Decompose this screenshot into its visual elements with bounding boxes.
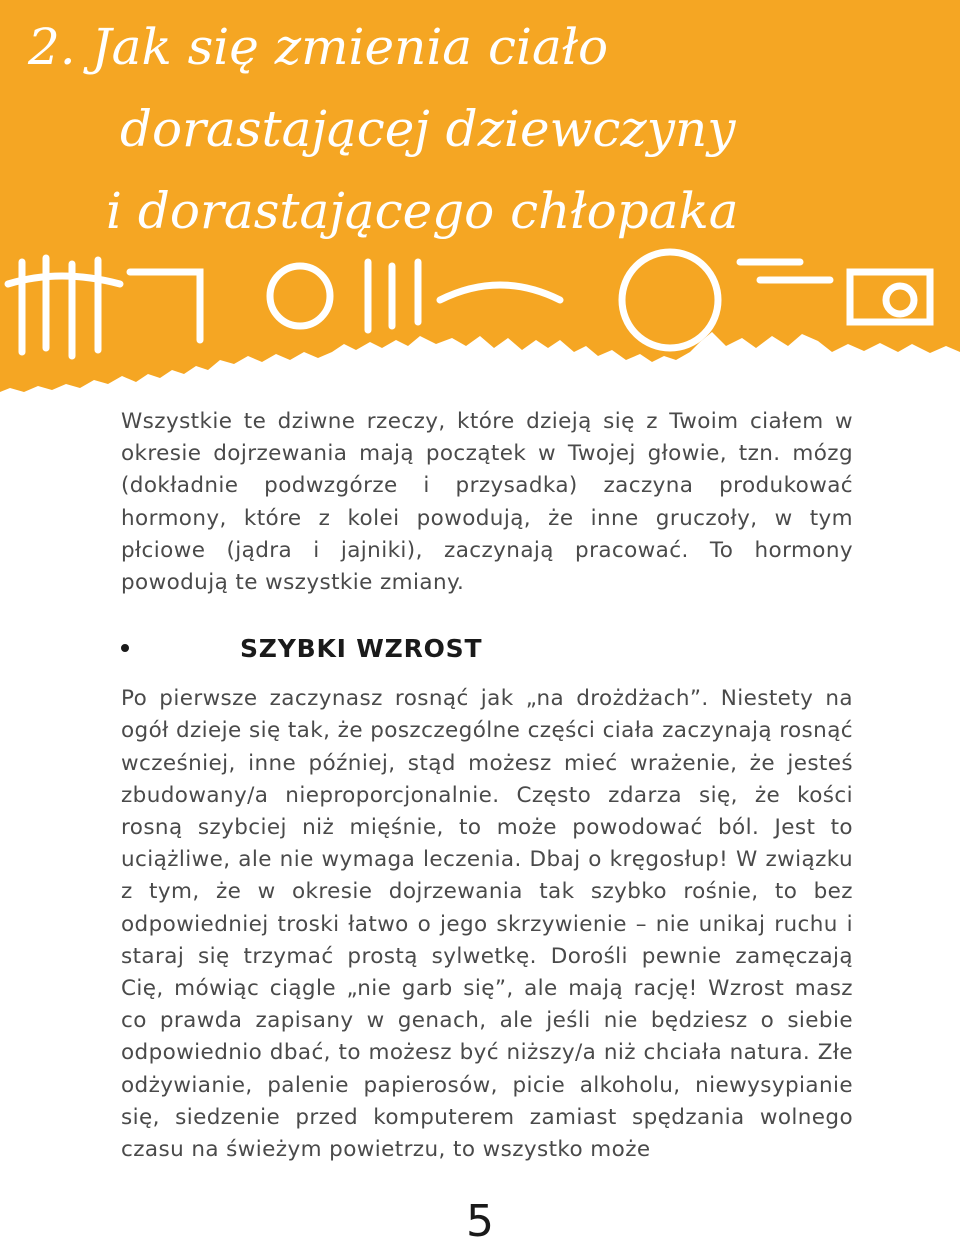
bullet-icon [121, 644, 129, 652]
chapter-title-line-2: dorastającej dziewczyny [120, 100, 736, 158]
page-number: 5 [466, 1196, 494, 1247]
section-heading: SZYBKI WZROST [240, 633, 483, 663]
chapter-title-line-1: 2. Jak się zmienia ciało [28, 18, 609, 76]
intro-paragraph: Wszystkie te dziwne rzeczy, które dzieją się z Twoim ciałem w okresie dojrzewania mają początek w Twojej głowie, tzn. mózg (dokładnie podwzgórze i przysadka) zaczyna produkować hormony, które z kolei powodują, że inne gruczoły, w tym płciowe (jądra i jajniki), zaczynają pracować. To hormony powodują te wszystkie zmiany. [121, 409, 853, 596]
section-paragraph: Po pierwsze zaczynasz rosnąć jak „na drożdżach”. Niestety na ogół dzieje się tak, że poszczególne części ciała zaczynają rosnąć wcześniej, inne później, stąd możesz mieć wrażenie, że jesteś zbudowany/a nieproporcjonalnie. Często zdarza się, że kości rosną szybciej niż mięśnie, to może powodować ból. Jest to uciążliwe, ale nie wymaga leczenia. Dbaj o kręgosłup! W związku z tym, że w okresie dojrzewania tak szybko rośnie, to bez odpowiedniej troski łatwo o jego skrzywienie – nie unikaj ruchu i staraj się trzymać prostą sylwetkę. Dorośli pewnie zamęczają Cię, mówiąc ciągle „nie garb się”, ale mają rację! Wzrost masz co prawda zapisany w genach, ale jeśli nie będziesz o siebie odpowiednio dbać, to możesz być niższy/a niż chciała natura. Złe odżywianie, palenie papierosów, picie alkoholu, niewysypianie się, siedzenie przed komputerem zamiast spędzania wolnego czasu na świeżym powietrzu, to wszystko może [121, 686, 853, 1163]
section-heading-row [121, 631, 853, 665]
header-banner [0, 0, 960, 400]
page-content [121, 406, 853, 1166]
chapter-title [28, 6, 928, 252]
chapter-title-line-3: i dorastającego chłopaka [106, 182, 739, 240]
